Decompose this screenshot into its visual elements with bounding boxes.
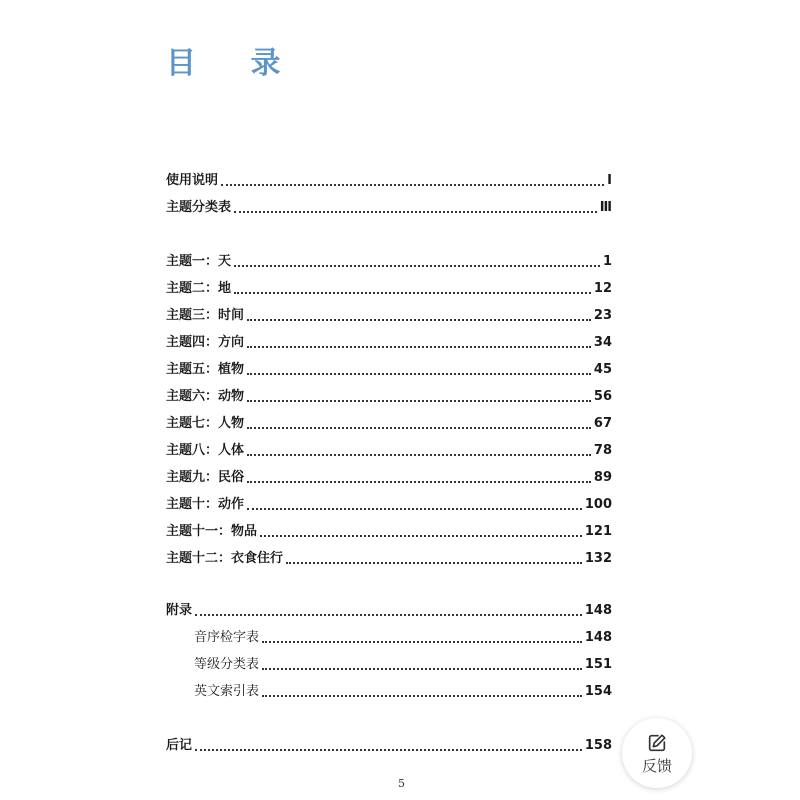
edit-icon bbox=[646, 732, 668, 754]
toc-entry bbox=[166, 278, 612, 300]
feedback-button[interactable] bbox=[622, 718, 692, 788]
toc-entry bbox=[166, 251, 612, 273]
dot-leader bbox=[195, 749, 582, 751]
toc-entry-page: 12 bbox=[593, 281, 612, 296]
toc-entry-label: 主题五：植物 bbox=[166, 362, 245, 377]
toc-entry-label: 主题一：天 bbox=[166, 254, 232, 269]
toc-entry-page: 78 bbox=[593, 443, 612, 458]
toc-entry-page: Ⅲ bbox=[599, 200, 612, 215]
toc-entry-label: 主题三：时间 bbox=[166, 308, 245, 323]
dot-leader bbox=[247, 373, 591, 375]
toc-entry-label: 主题七：人物 bbox=[166, 416, 245, 431]
toc-entry-label: 主题二：地 bbox=[166, 281, 232, 296]
toc-entry bbox=[166, 521, 612, 543]
toc-entry-label: 主题十二：衣食住行 bbox=[166, 551, 284, 566]
dot-leader bbox=[247, 427, 591, 429]
toc-entry bbox=[166, 386, 612, 408]
dot-leader bbox=[247, 319, 591, 321]
dot-leader bbox=[247, 454, 591, 456]
toc-entry bbox=[166, 467, 612, 489]
toc-entry-page: 56 bbox=[593, 389, 612, 404]
dot-leader bbox=[247, 481, 591, 483]
dot-leader bbox=[247, 508, 582, 510]
toc-entry-label: 主题十：动作 bbox=[166, 497, 245, 512]
toc-entry-label: 主题四：方向 bbox=[166, 335, 245, 350]
toc-entry-page: 132 bbox=[584, 551, 612, 566]
toc-entry-page: 67 bbox=[593, 416, 612, 431]
dot-leader bbox=[247, 346, 591, 348]
toc-subentry bbox=[194, 627, 612, 649]
toc-entry-page: 34 bbox=[593, 335, 612, 350]
toc-entry-label: 主题十一：物品 bbox=[166, 524, 258, 539]
toc-entry-page: 148 bbox=[584, 630, 612, 645]
toc-entry-page: 151 bbox=[584, 657, 612, 672]
toc-entry-label: 主题八：人体 bbox=[166, 443, 245, 458]
toc-entry-page: 1 bbox=[602, 254, 612, 269]
toc-entry-label: 英文索引表 bbox=[194, 684, 260, 699]
dot-leader bbox=[262, 695, 582, 697]
toc-entry-page: 154 bbox=[584, 684, 612, 699]
dot-leader bbox=[234, 211, 597, 213]
toc-entry-page: 23 bbox=[593, 308, 612, 323]
dot-leader bbox=[234, 265, 600, 267]
table-of-contents bbox=[166, 0, 612, 800]
toc-entry bbox=[166, 548, 612, 570]
dot-leader bbox=[262, 668, 582, 670]
toc-entry-label: 使用说明 bbox=[166, 173, 219, 188]
toc-entry bbox=[166, 494, 612, 516]
page-number: 5 bbox=[398, 777, 405, 790]
toc-entry bbox=[166, 170, 612, 192]
dot-leader bbox=[260, 535, 582, 537]
toc-entry-label: 主题六：动物 bbox=[166, 389, 245, 404]
toc-entry bbox=[166, 735, 612, 757]
dot-leader bbox=[247, 400, 591, 402]
dot-leader bbox=[195, 614, 582, 616]
toc-entry-page: Ⅰ bbox=[607, 173, 612, 188]
toc-subentry bbox=[194, 681, 612, 703]
toc-entry bbox=[166, 413, 612, 435]
toc-entry bbox=[166, 600, 612, 622]
toc-entry bbox=[166, 197, 612, 219]
toc-entry-page: 100 bbox=[584, 497, 612, 512]
dot-leader bbox=[262, 641, 582, 643]
toc-entry-page: 148 bbox=[584, 603, 612, 618]
toc-entry-label: 主题分类表 bbox=[166, 200, 232, 215]
toc-entry-label: 等级分类表 bbox=[194, 657, 260, 672]
toc-entry bbox=[166, 440, 612, 462]
toc-entry-label: 音序检字表 bbox=[194, 630, 260, 645]
toc-entry bbox=[166, 305, 612, 327]
toc-entry-page: 158 bbox=[584, 738, 612, 753]
page-title: 目 录 bbox=[166, 46, 303, 81]
toc-entry-page: 45 bbox=[593, 362, 612, 377]
toc-entry-label: 附录 bbox=[166, 603, 193, 618]
feedback-label: 反馈 bbox=[641, 756, 672, 775]
dot-leader bbox=[286, 562, 582, 564]
toc-entry-label: 主题九：民俗 bbox=[166, 470, 245, 485]
toc-entry-page: 121 bbox=[584, 524, 612, 539]
dot-leader bbox=[234, 292, 591, 294]
toc-entry-label: 后记 bbox=[166, 738, 193, 753]
toc-entry bbox=[166, 332, 612, 354]
dot-leader bbox=[221, 184, 604, 186]
toc-subentry bbox=[194, 654, 612, 676]
toc-entry bbox=[166, 359, 612, 381]
toc-entry-page: 89 bbox=[593, 470, 612, 485]
